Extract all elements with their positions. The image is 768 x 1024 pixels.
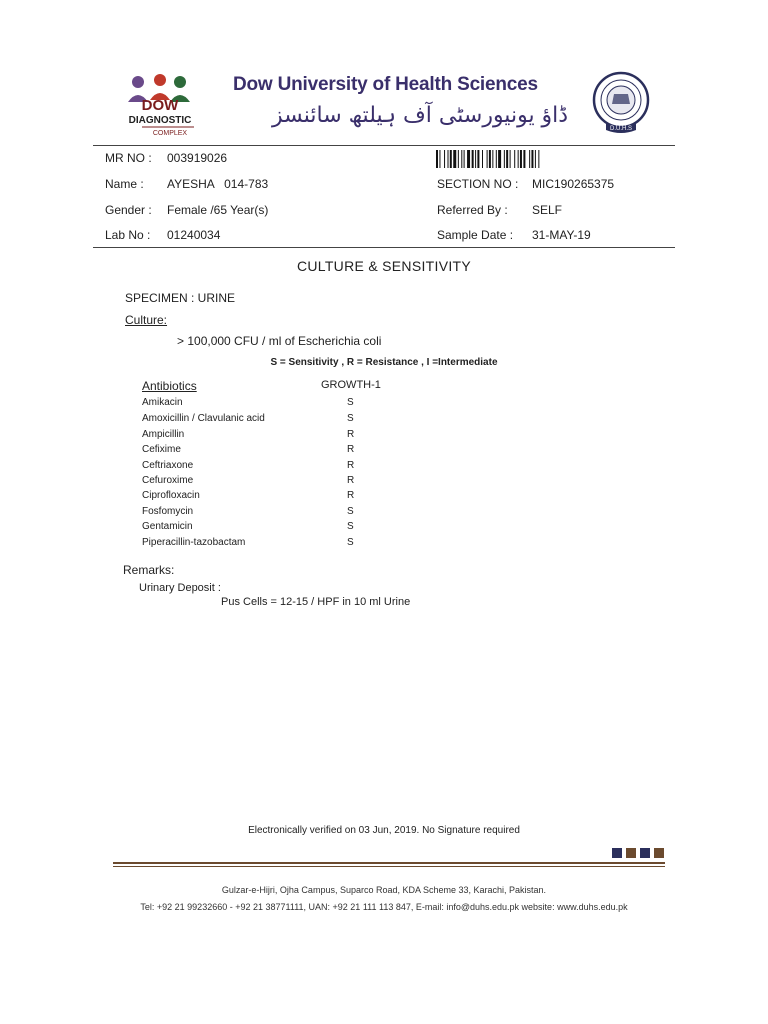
barcode-bar: [453, 150, 456, 168]
antibiotic-result: S: [347, 397, 354, 408]
barcode-bar: [439, 150, 440, 168]
info-rule: [93, 247, 675, 248]
footer-square-2: [626, 848, 636, 858]
logo-diagnostic-text: DIAGNOSTIC: [128, 115, 192, 126]
referred-by-value: SELF: [532, 203, 563, 217]
antibiotic-name: Amoxicillin / Clavulanic acid: [142, 413, 265, 424]
mr-no-label: MR NO :: [105, 151, 152, 165]
verification-note: Electronically verified on 03 Jun, 2019. No Signature required: [248, 825, 520, 836]
antibiotic-result: S: [347, 413, 354, 424]
sample-date-value: 31-MAY-19: [532, 228, 591, 242]
gender-value: Female /65 Year(s): [167, 203, 269, 217]
mr-no-value: 003919026: [167, 151, 228, 165]
barcode-bar: [487, 150, 488, 168]
antibiotic-result: R: [347, 475, 355, 486]
barcode-bar: [506, 150, 508, 168]
section-no-value: MIC190265375: [532, 177, 615, 191]
barcode-bar: [448, 150, 449, 168]
barcode-bar: [523, 150, 525, 168]
barcode-bar: [458, 150, 459, 168]
antibiotic-result: R: [347, 429, 355, 440]
antibiotic-name: Ciprofloxacin: [142, 490, 200, 501]
antibiotic-result: R: [347, 460, 355, 471]
university-name-urdu: ڈاؤ یونیورسٹی آف ہیلتھ سائنسز: [272, 103, 569, 128]
footer-address: Gulzar-e-Hijri, Ojha Campus, Suparco Road, KDA Scheme 33, Karachi, Pakistan.: [221, 885, 547, 895]
barcode-bar: [538, 150, 539, 168]
barcode-bar: [464, 150, 465, 168]
university-name: Dow University of Health Sciences: [233, 74, 538, 95]
antibiotic-name: Gentamicin: [142, 521, 193, 532]
footer-rule-top: [113, 862, 665, 864]
seal-text: D.U.H.S: [609, 126, 633, 132]
barcode-bar: [535, 150, 536, 168]
footer-rule-bottom: [113, 866, 665, 867]
culture-label: Culture:: [125, 313, 168, 327]
barcode-bar: [492, 150, 493, 168]
growth-header: GROWTH-1: [321, 379, 381, 391]
antibiotics-header: Antibiotics: [142, 379, 197, 393]
barcode: [436, 150, 636, 168]
sample-date-label: Sample Date :: [437, 228, 514, 242]
barcode-bar: [461, 150, 462, 168]
culture-result: > 100,000 CFU / ml of Escherichia coli: [177, 334, 382, 348]
barcode-bar: [482, 150, 483, 168]
pus-cells: Pus Cells = 12-15 / HPF in 10 ml Urine: [221, 596, 411, 608]
section-no-label: SECTION NO :: [437, 177, 519, 191]
name-value: AYESHA 014-783: [167, 177, 269, 191]
referred-by-label: Referred By :: [437, 203, 508, 217]
header-rule: [93, 145, 675, 146]
barcode-bar: [514, 150, 515, 168]
antibiotic-result: S: [347, 537, 354, 548]
barcode-bar: [489, 150, 491, 168]
barcode-bar: [518, 150, 519, 168]
antibiotic-name: Ceftriaxone: [142, 460, 194, 471]
antibiotic-result: R: [347, 444, 355, 455]
barcode-bar: [477, 150, 479, 168]
barcode-bar: [467, 150, 470, 168]
antibiotic-result: S: [347, 506, 354, 517]
gender-label: Gender :: [105, 203, 152, 217]
footer-square-3: [640, 848, 650, 858]
remarks-label: Remarks:: [123, 563, 175, 577]
antibiotic-name: Cefixime: [142, 444, 181, 455]
sensitivity-legend: S = Sensitivity , R = Resistance , I =Intermediate: [270, 357, 498, 368]
barcode-bar: [498, 150, 501, 168]
barcode-bar: [444, 150, 445, 168]
report-title: CULTURE & SENSITIVITY: [296, 258, 472, 274]
antibiotic-name: Amikacin: [142, 397, 183, 408]
specimen: SPECIMEN : URINE: [125, 291, 236, 305]
dow-diagnostic-logo: [122, 72, 198, 138]
logo-complex-text: COMPLEX: [152, 130, 188, 137]
antibiotic-name: Piperacillin-tazobactam: [142, 537, 246, 548]
footer-square-1: [612, 848, 622, 858]
duhs-seal-icon: [584, 70, 658, 136]
barcode-bar: [436, 150, 438, 168]
barcode-bar: [529, 150, 530, 168]
name-label: Name :: [105, 177, 144, 191]
barcode-bar: [475, 150, 476, 168]
barcode-bar: [472, 150, 474, 168]
barcode-bar: [520, 150, 522, 168]
barcode-bar: [450, 150, 452, 168]
urinary-deposit-label: Urinary Deposit :: [139, 582, 221, 594]
antibiotic-name: Cefuroxime: [142, 475, 194, 486]
antibiotic-result: R: [347, 490, 355, 501]
antibiotic-result: S: [347, 521, 354, 532]
antibiotic-name: Fosfomycin: [142, 506, 194, 517]
barcode-bar: [496, 150, 497, 168]
barcode-bar: [510, 150, 511, 168]
logo-dow-text: DOW: [141, 97, 179, 114]
footer-square-4: [654, 848, 664, 858]
barcode-bar: [531, 150, 533, 168]
antibiotic-name: Ampicillin: [142, 429, 185, 440]
barcode-bar: [504, 150, 505, 168]
footer-contact: Tel: +92 21 99232660 - +92 21 38771111, UAN: +92 21 111 113 847, E-mail: info@duhs.edu.pk website: www.duhs.edu.pk: [140, 902, 628, 912]
lab-no-value: 01240034: [167, 228, 221, 242]
lab-no-label: Lab No :: [105, 228, 151, 242]
